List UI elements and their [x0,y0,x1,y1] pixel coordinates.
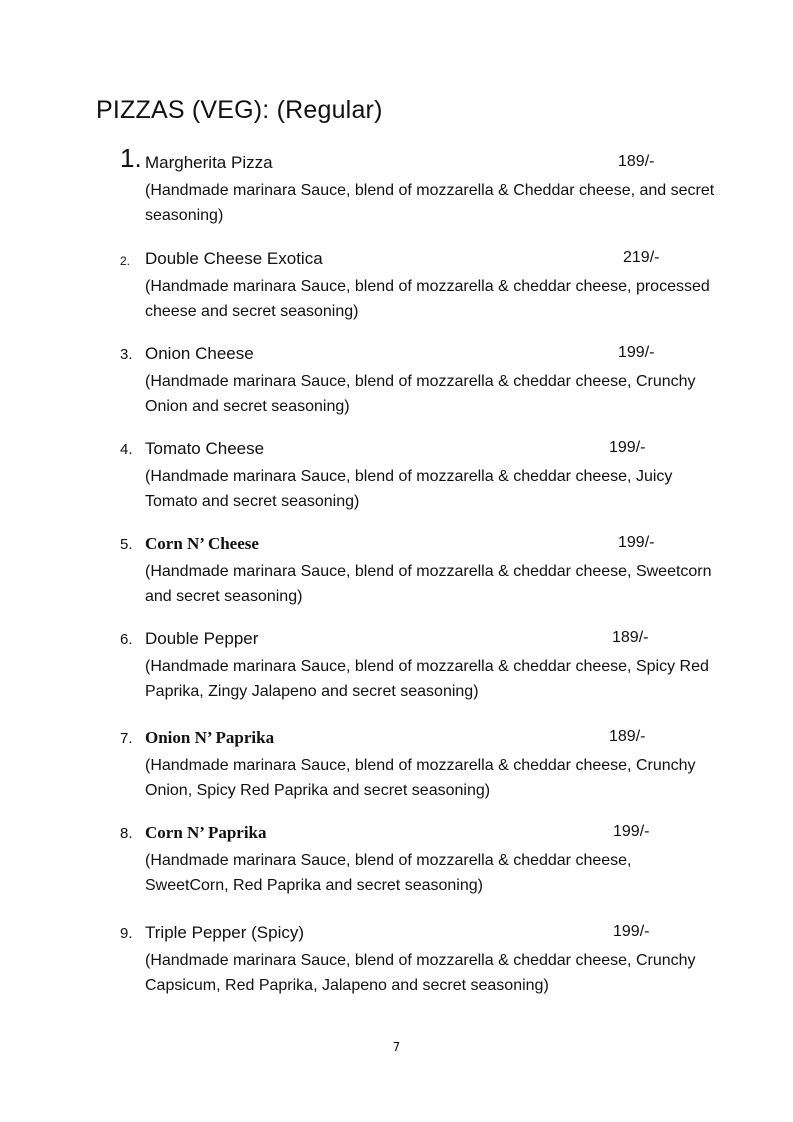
item-price: 189/- [609,728,646,745]
item-name: Double Cheese Exotica [145,249,323,268]
page-number: 7 [392,1040,401,1054]
item-description: (Handmade marinara Sauce, blend of mozzarella & cheddar cheese, processed cheese and secret seasoning) [145,278,710,320]
item-number: 3. [120,346,133,363]
item-number: 1. [120,143,142,173]
item-description: (Handmade marinara Sauce, blend of mozzarella & cheddar cheese, Crunchy Onion and secret seasoning) [145,373,696,415]
item-price: 199/- [613,923,650,940]
menu-item-double-pepper [0,625,793,705]
menu-item-tomato-cheese [0,435,793,515]
item-number: 8. [120,825,133,842]
item-number: 6. [120,631,133,648]
menu-item-corn-n-cheese [0,530,793,610]
item-number: 4. [120,441,133,458]
menu-item-margherita-pizza [0,143,793,229]
item-description: (Handmade marinara Sauce, blend of mozzarella & cheddar cheese, Juicy Tomato and secret seasoning) [145,468,673,510]
menu-item-triple-pepper [0,919,793,999]
item-price: 199/- [613,823,650,840]
item-price: 219/- [623,249,660,266]
item-price: 189/- [612,629,649,646]
item-name: Onion N’ Paprika [145,728,275,747]
item-description: (Handmade marinara Sauce, blend of mozzarella & cheddar cheese, Spicy Red Paprika, Zingy Jalapeno and secret seasoning) [145,658,709,700]
item-number: 7. [120,730,133,747]
item-number: 5. [120,536,133,553]
page-title: PIZZAS (VEG): (Regular) [96,96,383,124]
item-name: Onion Cheese [145,344,254,363]
menu-item-onion-n-paprika [0,724,793,804]
item-name: Double Pepper [145,629,259,648]
item-number: 9. [120,925,133,942]
item-name: Margherita Pizza [145,153,273,172]
item-description: (Handmade marinara Sauce, blend of mozzarella & Cheddar cheese, and secret seasoning) [145,182,715,224]
item-description: (Handmade marinara Sauce, blend of mozzarella & cheddar cheese, Crunchy Onion, Spicy Red Paprika and secret seasoning) [145,757,696,799]
item-price: 199/- [609,439,646,456]
item-description: (Handmade marinara Sauce, blend of mozzarella & cheddar cheese, Sweetcorn and secret seasoning) [145,563,712,605]
item-name: Triple Pepper (Spicy) [145,923,305,942]
item-name: Corn N’ Paprika [145,823,267,842]
item-price: 189/- [618,153,655,170]
menu-item-corn-n-paprika [0,819,793,899]
item-number: 2. [120,254,131,268]
item-name: Tomato Cheese [145,439,265,458]
item-description: (Handmade marinara Sauce, blend of mozzarella & cheddar cheese, SweetCorn, Red Paprika and secret seasoning) [145,852,632,894]
item-price: 199/- [618,344,655,361]
item-price: 199/- [618,534,655,551]
item-name: Corn N’ Cheese [145,534,259,553]
menu-item-onion-cheese [0,340,793,420]
menu-item-double-cheese-exotica [0,245,793,325]
item-description: (Handmade marinara Sauce, blend of mozzarella & cheddar cheese, Crunchy Capsicum, Red Paprika, Jalapeno and secret seasoning) [145,952,696,994]
